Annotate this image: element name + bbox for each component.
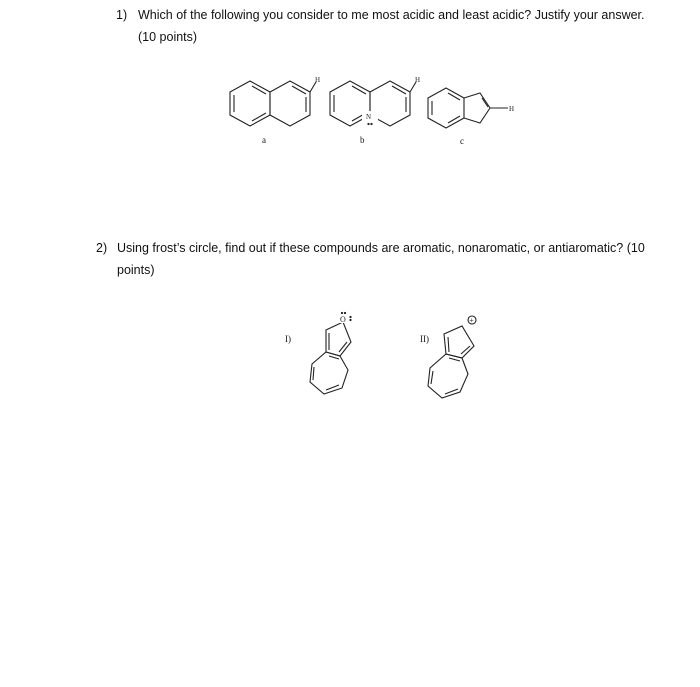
structure-I-heteroatom: O bbox=[340, 315, 346, 324]
structure-b-label: b bbox=[360, 135, 365, 145]
structure-II bbox=[418, 312, 490, 407]
structure-a-ring-right bbox=[270, 81, 310, 126]
question-1-text-line1: Which of the following you consider to me most acidic and least acidic? Justify your answer. bbox=[138, 8, 645, 22]
question-2-number: 2) bbox=[96, 241, 108, 255]
structure-a-label: a bbox=[262, 135, 266, 145]
structure-c-label: c bbox=[460, 136, 464, 146]
structure-I-label: I) bbox=[285, 334, 291, 344]
structure-c-five-ring bbox=[464, 93, 490, 123]
structure-I-five-ring bbox=[326, 322, 351, 356]
structure-a bbox=[222, 74, 322, 134]
structure-II-label: II) bbox=[420, 334, 429, 344]
structure-c-benzene-ring bbox=[428, 88, 464, 128]
question-2-text-line1: Using frost’s circle, find out if these compounds are aromatic, nonaromatic, or antiaromatic? (10 bbox=[117, 241, 645, 255]
question-2 bbox=[96, 237, 676, 283]
structure-a-ring-left bbox=[230, 81, 270, 126]
structure-c bbox=[422, 84, 522, 134]
question-1-text-line2: (10 points) bbox=[138, 30, 198, 44]
structure-II-benzene-ring bbox=[428, 354, 468, 398]
structure-b-heteroatom: N bbox=[366, 113, 372, 121]
structure-I-benzene-ring bbox=[310, 352, 348, 394]
question-2-text-line2: points) bbox=[117, 263, 155, 277]
question-1 bbox=[116, 4, 676, 50]
structure-b bbox=[322, 74, 422, 134]
structure-b-substituent: H bbox=[415, 76, 421, 84]
question-1-number: 1) bbox=[116, 8, 128, 22]
structure-a-substituent: H bbox=[315, 76, 321, 84]
structure-I bbox=[298, 308, 368, 403]
structure-c-substituent: H bbox=[509, 105, 515, 113]
structure-II-charge: + bbox=[469, 315, 474, 325]
